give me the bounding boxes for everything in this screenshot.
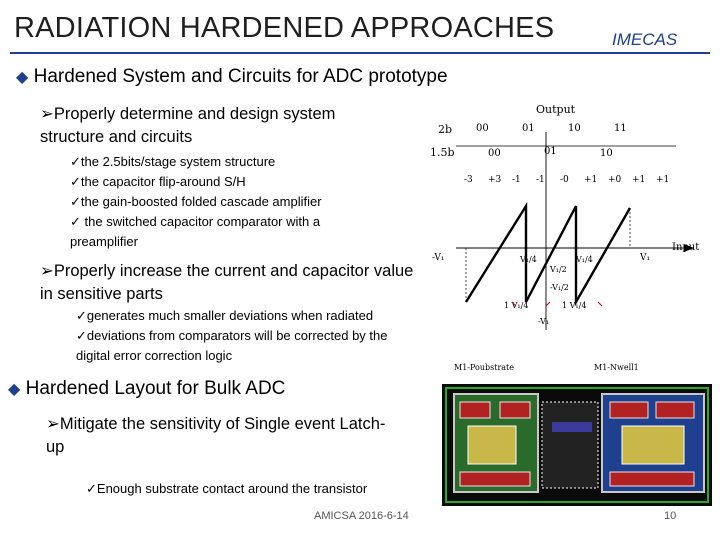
transfer-characteristic-diagram	[426, 102, 718, 332]
check-icon: ✓	[70, 195, 81, 210]
list-item: ✓generates much smaller deviations when radiated	[76, 308, 374, 324]
subpoint-text: Properly determine and design system structure and circuits	[40, 105, 336, 146]
list-item: ✓Enough substrate contact around the transistor	[86, 481, 368, 497]
code-label: 11	[614, 123, 627, 134]
checklist-design	[70, 152, 380, 251]
diffusion-region	[500, 402, 530, 418]
layout-label: M1-Nwell1	[594, 363, 639, 372]
code-label: 00	[488, 148, 501, 159]
arrow-bullet-icon: ➢	[46, 414, 60, 433]
code-label: 00	[476, 123, 489, 134]
bottom-fraction-label: 1 V₁/4	[562, 301, 587, 310]
checklist-latchup	[86, 479, 416, 499]
digit-label: +0	[608, 175, 622, 185]
code-label: 10	[600, 148, 613, 159]
subpoint-current	[40, 259, 420, 306]
title-divider	[10, 52, 710, 54]
checklist-current	[76, 306, 421, 365]
diamond-bullet-icon: ◆	[16, 67, 29, 86]
footer-text: AMICSA 2016-6-14	[314, 510, 409, 522]
arrow-bullet-icon: ➢	[40, 261, 54, 280]
section-heading-layout	[8, 378, 285, 400]
check-icon: ✓	[70, 155, 81, 170]
subpoint-latchup	[46, 412, 386, 459]
organization-label: IMECAS	[612, 30, 678, 49]
bottom-fraction-label: 1 V₁/4	[504, 301, 529, 310]
subpoint-text: Mitigate the sensitivity of Single event Latch-up	[46, 415, 386, 456]
digit-label: +1	[584, 175, 598, 185]
diffusion-region	[610, 472, 694, 486]
digit-label: -0	[560, 175, 569, 185]
list-item: ✓the gain-boosted folded cascade amplifier	[70, 194, 322, 210]
list-item: ✓the 2.5bits/stage system structure	[70, 154, 276, 170]
diffusion-region	[460, 402, 490, 418]
digit-label: +1	[656, 175, 670, 185]
check-icon: ✓	[70, 215, 81, 230]
check-icon: ✓	[70, 175, 81, 190]
check-icon: ✓	[86, 482, 97, 497]
digit-label: +1	[632, 175, 646, 185]
gate-region	[622, 426, 684, 464]
layout-label: M1-Poubstrate	[454, 363, 514, 372]
neg-vr-label: -V₁	[432, 253, 445, 263]
section-heading-text: Hardened System and Circuits for ADC prototype	[33, 66, 448, 87]
digit-label: +3	[488, 175, 502, 185]
gate-region	[468, 426, 516, 464]
diamond-bullet-icon: ◆	[8, 379, 21, 398]
code-label: 01	[522, 123, 535, 134]
code-label: 01	[544, 146, 557, 157]
row-15b-label: 1.5b	[430, 146, 455, 159]
page-title: RADIATION HARDENED APPROACHES	[14, 12, 555, 44]
fraction-label: V₁/4	[520, 255, 537, 264]
output-axis-label: Output	[536, 103, 576, 116]
layout-diagram	[442, 362, 714, 508]
list-item: ✓the capacitor flip-around S/H	[70, 174, 246, 190]
pos-vr-label: V₁	[640, 253, 651, 263]
code-label: 10	[568, 123, 581, 134]
routing-channel	[542, 402, 598, 488]
row-2b-label: 2b	[438, 123, 453, 136]
subpoint-design	[40, 102, 400, 149]
section-heading-text: Hardened Layout for Bulk ADC	[25, 378, 286, 399]
neg-vr-bottom-label: -V₁	[538, 317, 550, 326]
transfer-curve	[466, 206, 630, 302]
input-axis-label: Input	[672, 242, 700, 253]
digit-label: -1	[536, 175, 545, 185]
list-item: ✓deviations from comparators will be corrected by the digital error correction logic	[76, 328, 388, 363]
neg-half-label: -V₁/2	[550, 283, 569, 292]
metal-route	[552, 422, 592, 432]
check-icon: ✓	[76, 309, 87, 324]
digit-label: -3	[464, 175, 473, 185]
subpoint-text: Properly increase the current and capacitor value in sensitive parts	[40, 262, 414, 303]
diffusion-region	[656, 402, 694, 418]
diffusion-region	[610, 402, 648, 418]
check-icon: ✓	[76, 329, 87, 344]
digit-label: -1	[512, 175, 521, 185]
section-heading-system	[16, 66, 448, 88]
page-number: 10	[664, 510, 677, 522]
fraction-label: V₁/4	[576, 255, 593, 264]
diffusion-region	[460, 472, 530, 486]
arrow-bullet-icon: ➢	[40, 104, 54, 123]
fraction-label: V₁/2	[550, 265, 567, 274]
list-item: ✓ the switched capacitor comparator with a preamplifier	[70, 214, 321, 249]
